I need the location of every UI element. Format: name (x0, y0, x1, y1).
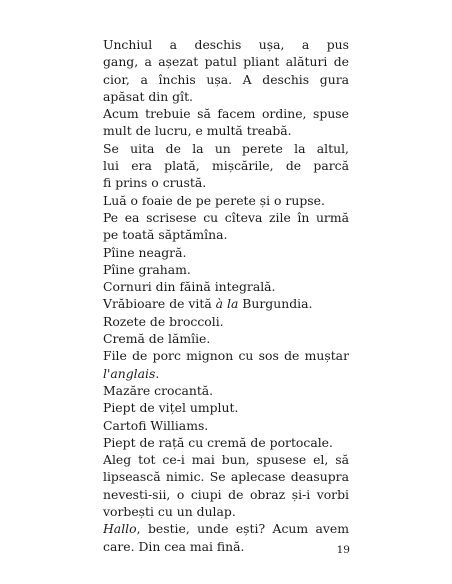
italic-segment: l'anglais (103, 365, 156, 381)
text-line (103, 365, 349, 382)
italic-segment: à la (215, 296, 239, 312)
text-segment: . (155, 365, 160, 381)
text-line: Mazăre crocantă. (103, 382, 214, 398)
text-line: apăsat din gît. (103, 88, 193, 104)
text-line: Piept de vițel umplut. (103, 400, 239, 416)
text-line: lui era plată, mișcările, de parcă (103, 158, 349, 174)
text-line: Cremă de lămîie. (103, 331, 211, 347)
text-line: Unchiul a deschis ușa, a pus (103, 37, 349, 52)
text-line: Se uita de la un perete la altul, (103, 140, 349, 156)
italic-segment: Hallo (103, 521, 137, 537)
text-line: lipsească nimic. Se aplecase deasupra (103, 469, 349, 485)
text-line: Pe ea scrisese cu cîteva zile în urmă (103, 209, 349, 225)
text-segment: Vrăbioare de vită (103, 296, 216, 312)
text-line: nevesti-sii, o ciupi de obraz și-i vorbi (103, 486, 349, 502)
text-segment: , bestie, unde ești? Acum avem (136, 521, 349, 537)
text-segment: File de porc mignon cu sos de muștar (103, 348, 349, 364)
text-line: cior, a închis ușa. A deschis gura (103, 71, 349, 87)
text-line (103, 520, 349, 537)
text-line: Pîine graham. (103, 261, 191, 277)
text-line: fi prins o crustă. (103, 175, 207, 191)
text-line: vorbești cu un dulap. (103, 504, 236, 520)
text-line: mult de lucru, e multă treabă. (103, 123, 292, 139)
text-line: Pîine neagră. (103, 244, 187, 260)
text-line: gang, a așezat patul pliant alături de (103, 54, 349, 70)
text-line: Piept de rață cu cremă de portocale. (103, 434, 333, 450)
text-line: Acum trebuie să facem ordine, spuse (103, 106, 349, 122)
text-line: Rozete de broccoli. (103, 313, 224, 329)
text-line: Luă o foaie de pe perete și o rupse. (103, 192, 325, 208)
text-line: Cartofi Williams. (103, 417, 209, 433)
text-segment: Burgundia. (238, 296, 313, 312)
text-line: Cornuri din făină integrală. (103, 279, 276, 295)
text-line (103, 295, 349, 312)
page-number: 19 (336, 544, 350, 556)
body-text (103, 36, 349, 555)
text-line: Aleg tot ce-i mai bun, spusese el, să (103, 452, 349, 468)
text-line (103, 347, 349, 364)
text-line: care. Din cea mai fină. (103, 538, 245, 554)
text-line: pe toată săptămîna. (103, 227, 228, 243)
